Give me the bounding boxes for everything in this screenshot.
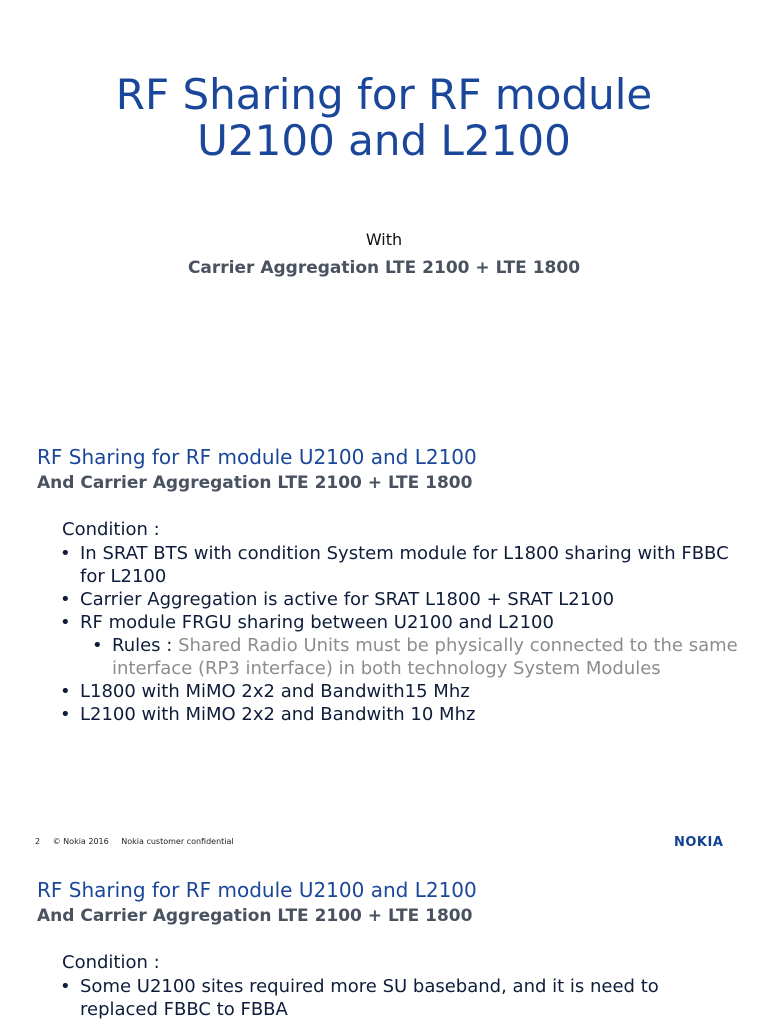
rules-label: Rules : — [112, 635, 179, 656]
slide-3-condition-label: Condition : — [62, 952, 160, 973]
confidentiality-note: Nokia customer confidential — [121, 837, 234, 846]
slide-footer — [35, 837, 244, 846]
nokia-logo: NOKIA — [674, 835, 724, 850]
list-item: • In SRAT BTS with condition System module for L1800 sharing with FBBC for L2100 — [60, 542, 740, 588]
slide-2-condition-label: Condition : — [62, 519, 160, 540]
page-number: 2 — [35, 837, 41, 846]
title-slide — [0, 0, 768, 420]
main-title-line-2: U2100 and L2100 — [197, 116, 571, 165]
rules-list-item — [92, 634, 740, 680]
slide-3-title: RF Sharing for RF module U2100 and L2100 — [37, 878, 477, 902]
list-item: • L2100 with MiMO 2x2 and Bandwith 10 Mhz — [60, 703, 740, 726]
slide-3-bullet-list — [60, 975, 740, 1021]
main-title-line-1: RF Sharing for RF module — [115, 70, 653, 119]
rules-text: Shared Radio Units must be physically connected to the same interface (RP3 interface) in both technology System Modules — [112, 635, 738, 679]
slide-2-bullet-list — [60, 542, 740, 726]
list-item: • L1800 with MiMO 2x2 and Bandwith15 Mhz — [60, 680, 740, 703]
list-item: • Carrier Aggregation is active for SRAT L1800 + SRAT L2100 — [60, 588, 740, 611]
slide-2-subtitle: And Carrier Aggregation LTE 2100 + LTE 1800 — [37, 473, 473, 493]
with-label: With — [365, 230, 403, 249]
list-item: • RF module FRGU sharing between U2100 and L2100 — [60, 611, 740, 634]
copyright: © Nokia 2016 — [52, 837, 109, 846]
list-item: • Some U2100 sites required more SU baseband, and it is need to replaced FBBC to FBBA — [60, 975, 740, 1021]
slide-3-subtitle: And Carrier Aggregation LTE 2100 + LTE 1800 — [37, 906, 473, 926]
main-title — [0, 72, 768, 164]
slide-2-title: RF Sharing for RF module U2100 and L2100 — [37, 445, 477, 469]
title-slide-subtitle: Carrier Aggregation LTE 2100 + LTE 1800 — [187, 258, 581, 278]
